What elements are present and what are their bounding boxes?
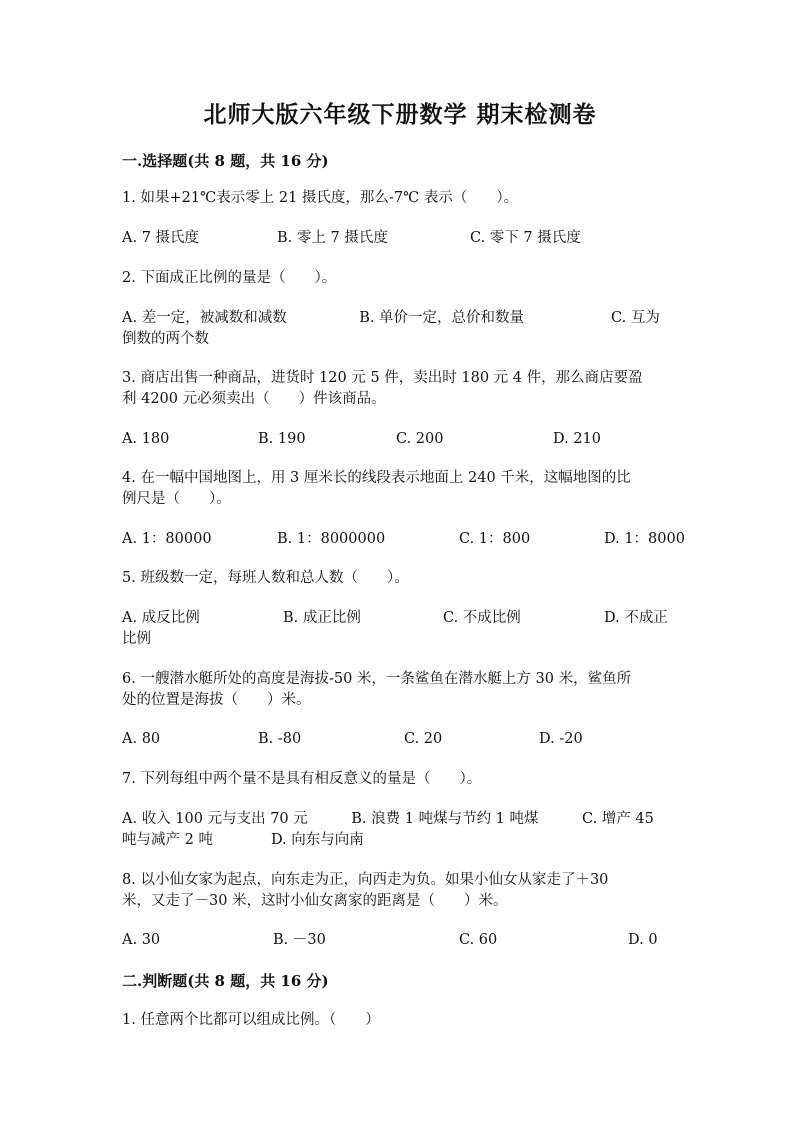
option-a: A. 180 <box>122 431 170 447</box>
option-b: B. －30 <box>273 932 326 948</box>
option-b: B. -80 <box>258 731 302 747</box>
question-4 <box>122 468 680 510</box>
options-line: 倒数的两个数 <box>122 331 209 347</box>
question-line: 6. 一艘潜水艇所处的高度是海拔-50 米，一条鲨鱼在潜水艇上方 30 米，鲨鱼所 <box>122 671 632 687</box>
options-line: 吨与减产 2 吨 D. 向东与向南 <box>122 832 364 848</box>
option-a: A. 成反比例 <box>122 610 200 626</box>
question-3-options <box>122 429 680 450</box>
option-c: C. 20 <box>404 731 443 747</box>
option-c: C. 不成比例 <box>443 610 521 626</box>
option-b: B. 190 <box>258 431 306 447</box>
option-c: C. 1：800 <box>459 531 531 547</box>
question-7: 7. 下列每组中两个量不是具有相反意义的量是（ ）。 <box>122 771 482 787</box>
option-d: D. 210 <box>553 431 602 447</box>
option-b: B. 零上 7 摄氏度 <box>277 230 388 246</box>
option-d: D. -20 <box>539 731 583 747</box>
question-line: 处的位置是海拔（ ）米。 <box>122 692 311 708</box>
question-3 <box>122 368 680 410</box>
option-d-continuation: 比例 <box>122 631 151 647</box>
question-1-options <box>122 228 680 249</box>
question-5: 5. 班级数一定，每班人数和总人数（ ）。 <box>122 570 409 586</box>
option-b: B. 成正比例 <box>283 610 361 626</box>
option-a: A. 30 <box>122 932 161 948</box>
question-line: 8. 以小仙女家为起点，向东走为正，向西走为负。如果小仙女从家走了＋30 <box>122 872 609 888</box>
question-1: 1. 如果+21℃表示零上 21 摄氏度，那么-7℃ 表示（ ）。 <box>122 190 519 206</box>
question-6-options <box>122 729 680 750</box>
option-b: B. 1：8000000 <box>277 531 386 547</box>
question-5-options <box>122 608 680 629</box>
option-c: C. 60 <box>459 932 498 948</box>
question-2: 2. 下面成正比例的量是（ ）。 <box>122 270 337 286</box>
page-title: 北师大版六年级下册数学 期末检测卷 <box>203 101 597 128</box>
option-a: A. 7 摄氏度 <box>122 230 200 246</box>
option-d: D. 不成正 <box>604 610 668 626</box>
option-d: D. 0 <box>628 932 658 948</box>
question-line: 3. 商店出售一种商品，进货时 120 元 5 件，卖出时 180 元 4 件，那么商店要盈 <box>122 370 643 386</box>
question-6 <box>122 669 680 711</box>
question-line: 例尺是（ ）。 <box>122 491 231 507</box>
question-line: 4. 在一幅中国地图上，用 3 厘米长的线段表示地面上 240 千米，这幅地图的比 <box>122 470 631 486</box>
judgement-1: 1. 任意两个比都可以组成比例。（ ） <box>122 1012 380 1028</box>
question-4-options <box>122 529 685 550</box>
option-c: C. 200 <box>396 431 444 447</box>
option-a: A. 1：80000 <box>122 531 212 547</box>
question-line: 利 4200 元必须卖出（ ）件该商品。 <box>122 391 386 407</box>
question-7-options <box>122 809 680 851</box>
question-2-options <box>122 308 680 350</box>
question-line: 米，又走了－30 米，这时小仙女离家的距离是（ ）米。 <box>122 893 508 909</box>
section-heading-choice: 一.选择题(共 8 题，共 16 分) <box>122 152 329 170</box>
options-line: A. 差一定，被减数和减数 B. 单价一定，总价和数量 C. 互为 <box>122 310 660 326</box>
option-c: C. 零下 7 摄氏度 <box>470 230 581 246</box>
question-8-options <box>122 930 680 951</box>
question-8 <box>122 870 680 912</box>
section-heading-judgement: 二.判断题(共 8 题，共 16 分) <box>122 972 329 990</box>
options-line: A. 收入 100 元与支出 70 元 B. 浪费 1 吨煤与节约 1 吨煤 C. 增产 45 <box>122 811 654 827</box>
option-a: A. 80 <box>122 731 161 747</box>
option-d: D. 1：8000 <box>604 531 685 547</box>
